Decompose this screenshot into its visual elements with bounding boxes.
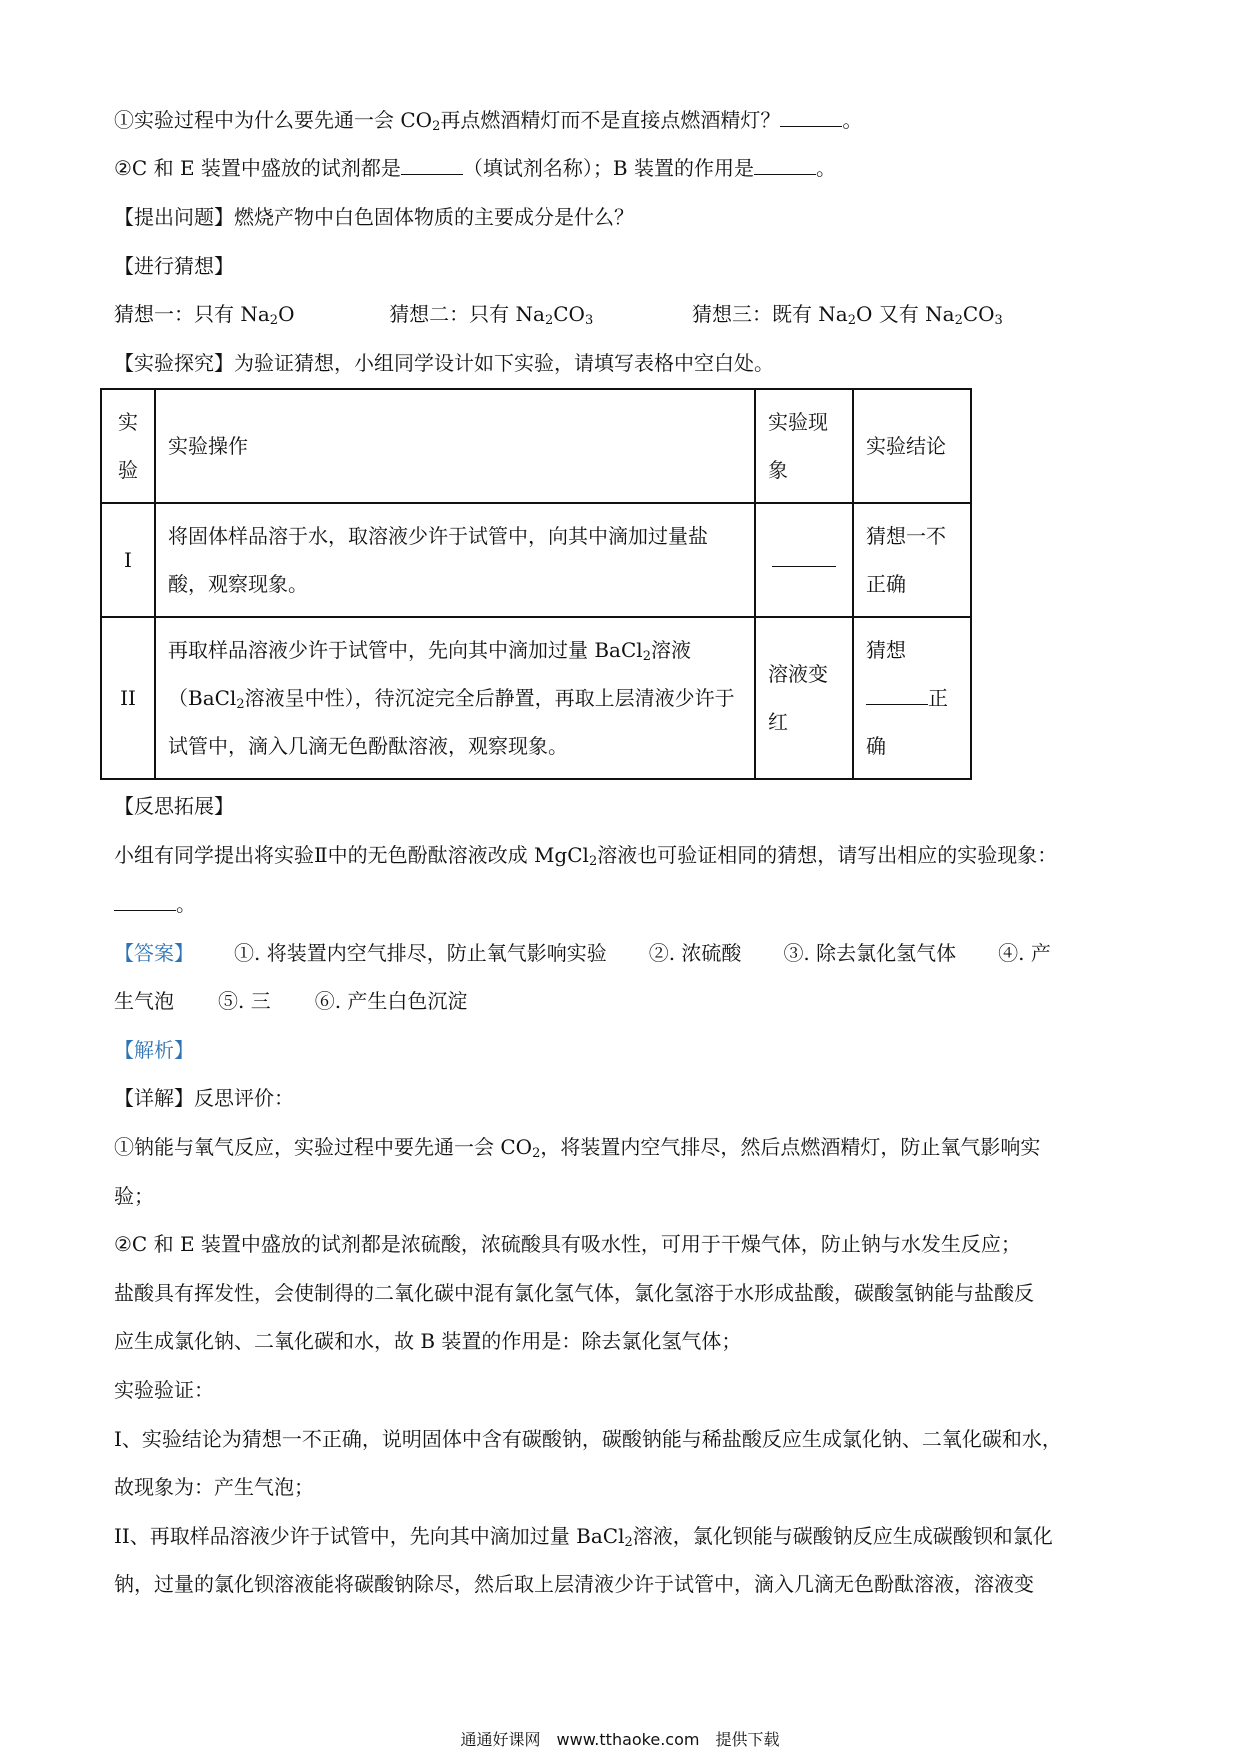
header-operation: 实验操作: [155, 389, 755, 503]
header-experiment: 实验: [101, 389, 155, 503]
detail-line: I、实验结论为猜想一不正确，说明固体中含有碳酸钠，碳酸钠能与稀盐酸反应生成氯化钠、二氧化碳和水，: [114, 1427, 1062, 1451]
answer-blank[interactable]: [772, 546, 836, 567]
detail-line: 应生成氯化钠、二氧化碳和水，故 B 装置的作用是：除去氯化氢气体；: [114, 1329, 742, 1353]
answer-blank[interactable]: [754, 154, 816, 175]
guesses-line: [114, 300, 1003, 328]
guess-heading: 【进行猜想】: [114, 254, 234, 278]
table-header-row: [101, 389, 971, 503]
row-conclusion: 猜想 正确: [853, 617, 971, 779]
reflect-heading: 【反思拓展】: [114, 794, 234, 818]
answer-blank[interactable]: [114, 890, 176, 911]
answer-item: ③. 除去氯化氢气体: [783, 941, 957, 965]
answer-line-2: [114, 987, 467, 1015]
detail-line: 实验验证：: [114, 1378, 214, 1402]
explore-heading: 【实验探究】为验证猜想，小组同学设计如下实验，请填写表格中空白处。: [114, 351, 774, 375]
detail-line: ①钠能与氧气反应，实验过程中要先通一会 $CO_2$，将装置内空气排尽，然后点燃酒精灯，防止氧气影响实: [114, 1135, 1041, 1161]
answer-item: ⑤. 三: [218, 989, 271, 1013]
reflect-blank-line: 。: [114, 890, 196, 918]
question-2: ②C 和 E 装置中盛放的试剂都是 （填试剂名称）；B 装置的作用是 。: [114, 156, 836, 180]
detail-line: ②C 和 E 装置中盛放的试剂都是浓硫酸，浓硫酸具有吸水性，可用于干燥气体，防止钠与水发生反应；: [114, 1232, 1021, 1256]
answer-label: 【答案】: [114, 941, 194, 965]
answer-item: ⑥. 产生白色沉淀: [314, 989, 468, 1013]
question-1: ①实验过程中为什么要先通一会 $CO_2$再点燃酒精灯而不是直接点燃酒精灯？ 。: [114, 108, 863, 134]
answer-line: [114, 939, 1051, 967]
detail-line: 故现象为：产生气泡；: [114, 1475, 314, 1499]
experiment-table: [100, 388, 972, 780]
answer-blank[interactable]: [780, 106, 842, 127]
answer-blank[interactable]: [866, 684, 928, 705]
detail-line: 【详解】反思评价：: [114, 1086, 294, 1110]
guess-2: 猜想二：只有 $Na_2CO_3$: [389, 302, 594, 328]
row-operation: 再取样品溶液少许于试管中，先向其中滴加过量 BaCl$_2$溶液（BaCl$_2$溶液呈中性），待沉淀完全后静置，再取上层清液少许于试管中，滴入几滴无色酚酞溶液，观察现象。: [155, 617, 755, 779]
table-row: [101, 617, 971, 779]
row-phenomenon: 溶液变红: [755, 617, 853, 779]
guess-3: 猜想三：既有 $Na_2O$ 又有 $Na_2CO_3$: [691, 302, 1003, 328]
reflect-text: 小组有同学提出将实验Ⅱ中的无色酚酞溶液改成 MgCl$_2$溶液也可验证相同的猜想，请写出相应的实验现象：: [114, 843, 1058, 869]
detail-line: 验；: [114, 1184, 154, 1208]
answer-item: ④. 产: [998, 941, 1051, 965]
row-conclusion: 猜想一不正确: [853, 503, 971, 617]
guess-1: 猜想一：只有 $Na_2O$: [114, 302, 295, 328]
detail-line: 钠，过量的氯化钡溶液能将碳酸钠除尽，然后取上层清液少许于试管中，滴入几滴无色酚酞溶液，溶液变: [114, 1572, 1034, 1596]
row-phenomenon: [755, 503, 853, 617]
answer-item: ①. 将装置内空气排尽，防止氧气影响实验: [234, 941, 607, 965]
question-heading: 【提出问题】燃烧产物中白色固体物质的主要成分是什么？: [114, 205, 634, 229]
header-conclusion: 实验结论: [853, 389, 971, 503]
detail-line: II、再取样品溶液少许于试管中，先向其中滴加过量 BaCl$_2$溶液，氯化钡能与碳酸钠反应生成碳酸钡和氯化: [114, 1524, 1053, 1550]
row-operation: 将固体样品溶于水，取溶液少许于试管中，向其中滴加过量盐酸，观察现象。: [155, 503, 755, 617]
row-id: II: [101, 617, 155, 779]
answer-item: ②. 浓硫酸: [648, 941, 742, 965]
analysis-label: 【解析】: [114, 1038, 194, 1062]
answer-blank[interactable]: [401, 154, 463, 175]
detail-line: 盐酸具有挥发性，会使制得的二氧化碳中混有氯化氢气体，氯化氢溶于水形成盐酸，碳酸氢钠能与盐酸反: [114, 1281, 1034, 1305]
header-phenomenon: 实验现象: [755, 389, 853, 503]
footer-text: 通通好课网 www.tthaoke.com 提供下载: [460, 1730, 780, 1749]
answer-item: 生气泡: [114, 989, 174, 1013]
row-id: I: [101, 503, 155, 617]
table-row: [101, 503, 971, 617]
